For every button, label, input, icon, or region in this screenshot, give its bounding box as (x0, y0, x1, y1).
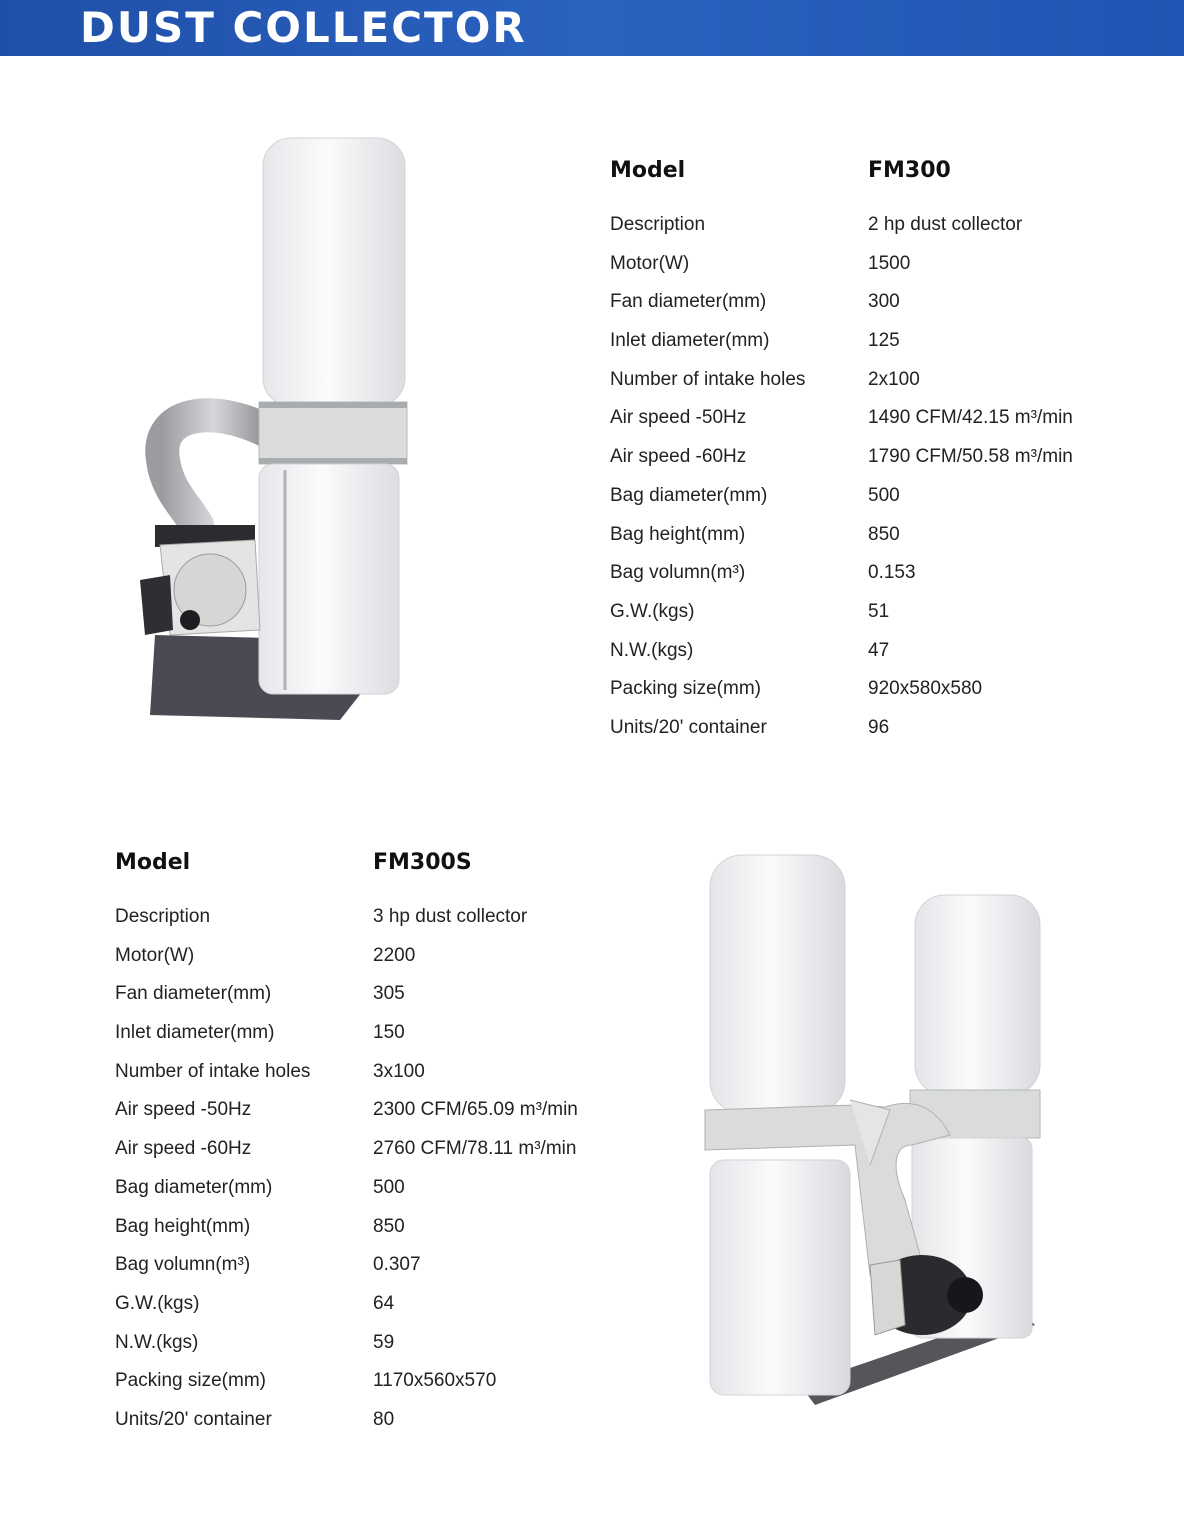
spec-label: Air speed -50Hz (610, 407, 747, 429)
spec-row (115, 1177, 655, 1216)
spec-label: Bag volumn(m³) (610, 562, 746, 584)
spec-value: 1490 CFM/42.15 m³/min (868, 407, 1073, 429)
spec-row (115, 1138, 655, 1177)
spec-label: Bag height(mm) (115, 1215, 251, 1237)
header-banner (0, 0, 1184, 56)
spec-value: 305 (373, 983, 405, 1005)
spec-label: Air speed -50Hz (115, 1099, 252, 1121)
spec-row (115, 1216, 655, 1255)
spec-row (115, 1061, 655, 1100)
spec-row (115, 1370, 655, 1409)
spec-row (610, 562, 1150, 601)
page-title: DUST COLLECTOR (80, 3, 527, 52)
spec-value: 1790 CFM/50.58 m³/min (868, 446, 1073, 468)
spec-label: Bag volumn(m³) (115, 1254, 251, 1276)
spec-row (610, 369, 1150, 408)
spec-label: Motor(W) (610, 252, 690, 274)
spec-label: Packing size(mm) (115, 1370, 266, 1392)
spec-rows (610, 214, 1150, 756)
spec-value: 850 (868, 523, 900, 545)
spec-row (610, 717, 1150, 756)
spec-value: 0.307 (373, 1254, 421, 1276)
spec-row (610, 330, 1150, 369)
spec-label: Inlet diameter(mm) (610, 330, 770, 352)
spec-row (610, 446, 1150, 485)
model-label: Model (115, 850, 191, 875)
spec-value: 96 (868, 716, 890, 738)
spec-value: 2200 (373, 944, 416, 966)
spec-value: 150 (373, 1022, 405, 1044)
spec-row (115, 1099, 655, 1138)
spec-value: 3 hp dust collector (373, 906, 528, 927)
spec-value: 2300 CFM/65.09 m³/min (373, 1099, 578, 1121)
spec-label: G.W.(kgs) (610, 600, 695, 622)
spec-row (610, 524, 1150, 563)
spec-row (115, 945, 655, 984)
spec-value: 80 (373, 1408, 395, 1430)
fm300s-product-image (690, 845, 1060, 1415)
model-name: FM300 (868, 158, 951, 183)
spec-value: 2x100 (868, 368, 920, 390)
spec-row (610, 485, 1150, 524)
spec-label: Packing size(mm) (610, 678, 761, 700)
spec-label: Units/20' container (610, 716, 767, 738)
spec-label: N.W.(kgs) (115, 1331, 199, 1353)
spec-label: Units/20' container (115, 1408, 272, 1430)
model-name: FM300S (373, 850, 472, 875)
spec-label: N.W.(kgs) (610, 639, 694, 661)
spec-value: 2 hp dust collector (868, 214, 1023, 235)
spec-header (115, 850, 655, 890)
spec-row (610, 253, 1150, 292)
spec-label: G.W.(kgs) (115, 1292, 200, 1314)
spec-label: Bag diameter(mm) (610, 484, 768, 506)
fm300-product-image (135, 130, 415, 730)
spec-value: 500 (868, 484, 900, 506)
spec-value: 51 (868, 600, 890, 622)
spec-label: Air speed -60Hz (610, 446, 747, 468)
spec-row (115, 983, 655, 1022)
spec-value: 0.153 (868, 562, 916, 584)
spec-value: 300 (868, 291, 900, 313)
spec-row (610, 601, 1150, 640)
model-label: Model (610, 158, 686, 183)
spec-row (115, 1254, 655, 1293)
spec-value: 47 (868, 639, 890, 661)
spec-value: 850 (373, 1215, 405, 1237)
spec-value: 1170x560x570 (373, 1370, 497, 1392)
spec-label: Fan diameter(mm) (610, 291, 767, 313)
spec-label: Number of intake holes (610, 368, 806, 390)
spec-row (115, 1022, 655, 1061)
spec-label: Inlet diameter(mm) (115, 1022, 275, 1044)
spec-row (115, 906, 655, 945)
spec-header (610, 158, 1150, 198)
spec-value: 59 (373, 1331, 395, 1353)
spec-value: 920x580x580 (868, 678, 983, 700)
spec-row (610, 640, 1150, 679)
spec-label: Description (115, 906, 211, 927)
spec-value: 2760 CFM/78.11 m³/min (373, 1138, 577, 1160)
spec-label: Motor(W) (115, 944, 195, 966)
spec-value: 1500 (868, 252, 911, 274)
spec-label: Description (610, 214, 706, 235)
fm300-spec-table (610, 158, 1150, 756)
spec-label: Bag height(mm) (610, 523, 746, 545)
spec-label: Fan diameter(mm) (115, 983, 272, 1005)
spec-row (610, 678, 1150, 717)
spec-label: Bag diameter(mm) (115, 1176, 273, 1198)
spec-label: Number of intake holes (115, 1060, 311, 1082)
spec-value: 125 (868, 330, 900, 352)
spec-value: 3x100 (373, 1060, 425, 1082)
spec-label: Air speed -60Hz (115, 1138, 252, 1160)
spec-row (610, 407, 1150, 446)
spec-row (115, 1332, 655, 1371)
fm300s-spec-table (115, 850, 655, 1448)
spec-rows (115, 906, 655, 1448)
spec-row (610, 214, 1150, 253)
spec-row (115, 1409, 655, 1448)
spec-row (610, 291, 1150, 330)
spec-row (115, 1293, 655, 1332)
spec-value: 64 (373, 1292, 395, 1314)
spec-value: 500 (373, 1176, 405, 1198)
